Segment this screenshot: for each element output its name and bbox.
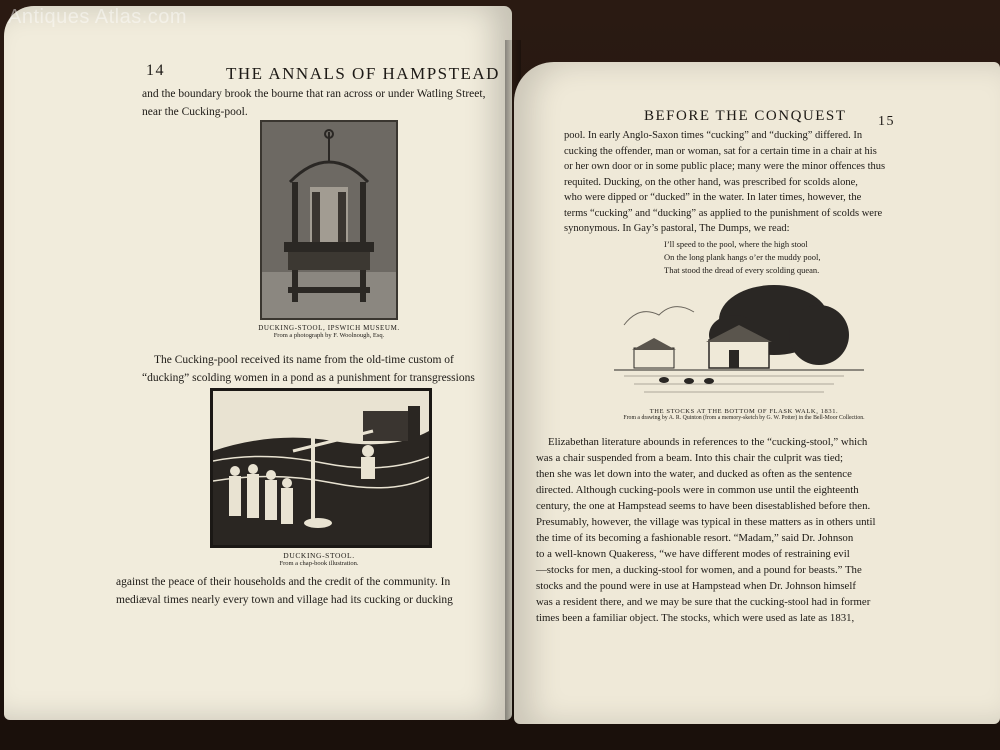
figure2-title: DUCKING-STOOL. <box>283 551 355 560</box>
stocks-credit: From a drawing by A. R. Quinton (from a memory-sketch by G. W. Potter) in the Bell-Moor Collection. <box>623 415 865 421</box>
text-line: mediæval times nearly every town and village had its cucking or ducking <box>116 593 453 606</box>
figure2-credit: From a chap-book illustration. <box>279 560 359 567</box>
text-line: near the Cucking-pool. <box>142 105 248 118</box>
figure2-caption <box>234 551 404 567</box>
right-opening-text <box>564 128 914 237</box>
text-line: synonymous. In Gay’s pastoral, The Dumps, we read: <box>564 223 790 234</box>
stocks-caption <box>584 408 904 421</box>
text-line: against the peace of their households and the credit of the community. In <box>116 576 451 588</box>
figure1-credit: From a photograph by F. Woolnough, Esq. <box>273 332 385 339</box>
left-page <box>4 6 512 720</box>
text-line: was a resident there, and we may be sure that the cucking-stool had in former <box>536 596 871 608</box>
text-line: and the boundary brook the bourne that ran across or under Watling Street, <box>142 88 486 100</box>
flask-walk-drawing <box>614 280 864 404</box>
text-line: cucking the offender, man or woman, sat for a certain time in a chair at his <box>564 145 877 157</box>
chair-illustration <box>262 122 396 318</box>
text-line: century, the one at Hampstead seems to have been disestablished before then. <box>536 500 871 512</box>
text-line: requited. Ducking, on the other hand, was prescribed for scolds alone, <box>564 176 858 188</box>
text-line: terms “cucking” and “ducking” as applied to the punishment of scolds were <box>564 207 883 219</box>
text-line: was a chair suspended from a beam. Into this chair the culprit was tied; <box>536 452 844 464</box>
text-line: “ducking” scolding women in a pond as a punishment for transgressions <box>142 371 475 384</box>
text-line: Elizabethan literature abounds in references to the “cucking-stool,” which <box>548 436 868 448</box>
figure1-title: DUCKING-STOOL, IPSWICH MUSEUM. <box>258 324 400 332</box>
text-line: pool. In early Anglo-Saxon times “cucking” and “ducking” differed. In <box>564 130 863 141</box>
verse-line: I’ll speed to the pool, where the high stool <box>664 239 808 249</box>
gay-verse <box>664 238 904 277</box>
text-line: times been a familiar object. The stocks, which were used as late as 1831, <box>536 612 855 624</box>
text-line: The Cucking-pool received its name from the old-time custom of <box>154 354 454 366</box>
ducking-stool-photo <box>260 120 398 320</box>
text-line: or her own door or in some public place; many were the minor offences thus <box>564 161 886 172</box>
left-intro <box>142 86 512 121</box>
right-closing-text <box>536 434 928 626</box>
verse-line: On the long plank hangs o’er the muddy pool, <box>664 252 821 262</box>
stocks-illustration <box>614 280 864 404</box>
left-middle-text <box>142 352 502 387</box>
left-page-number: 14 <box>146 62 165 79</box>
text-line: —stocks for men, a ducking-stool for women, and a pound for beasts.” The <box>536 564 862 576</box>
text-line: who were dipped or “ducked” in the water. In later times, however, the <box>564 192 862 203</box>
right-running-head: BEFORE THE CONQUEST <box>644 108 847 124</box>
stocks-title: THE STOCKS AT THE BOTTOM OF FLASK WALK, 1831. <box>649 408 839 415</box>
right-page-number: 15 <box>878 114 895 129</box>
text-line: stocks and the pound were in use at Hampstead when Dr. Johnson himself <box>536 580 856 592</box>
text-line: Presumably, however, the village was typical in these matters as in others until <box>536 516 876 528</box>
text-line: then she was let down into the water, and ducked as often as the sentence <box>536 468 852 480</box>
figure1-caption <box>244 324 414 339</box>
text-line: to a well-known Quakeress, “we have different modes of restraining evil <box>536 548 850 560</box>
woodcut-illustration <box>213 391 429 545</box>
left-closing-text <box>116 574 496 609</box>
text-line: the time of its becoming a fashionable resort. “Madam,” said Dr. Johnson <box>536 532 854 544</box>
right-page <box>514 62 1000 724</box>
verse-line: That stood the dread of every scolding quean. <box>664 265 820 275</box>
left-running-head: THE ANNALS OF HAMPSTEAD <box>226 64 500 83</box>
ducking-stool-woodcut <box>210 388 432 548</box>
watermark: Antiques Atlas.com <box>8 6 188 28</box>
text-line: directed. Although cucking-pools were in common use until the eighteenth <box>536 484 859 496</box>
